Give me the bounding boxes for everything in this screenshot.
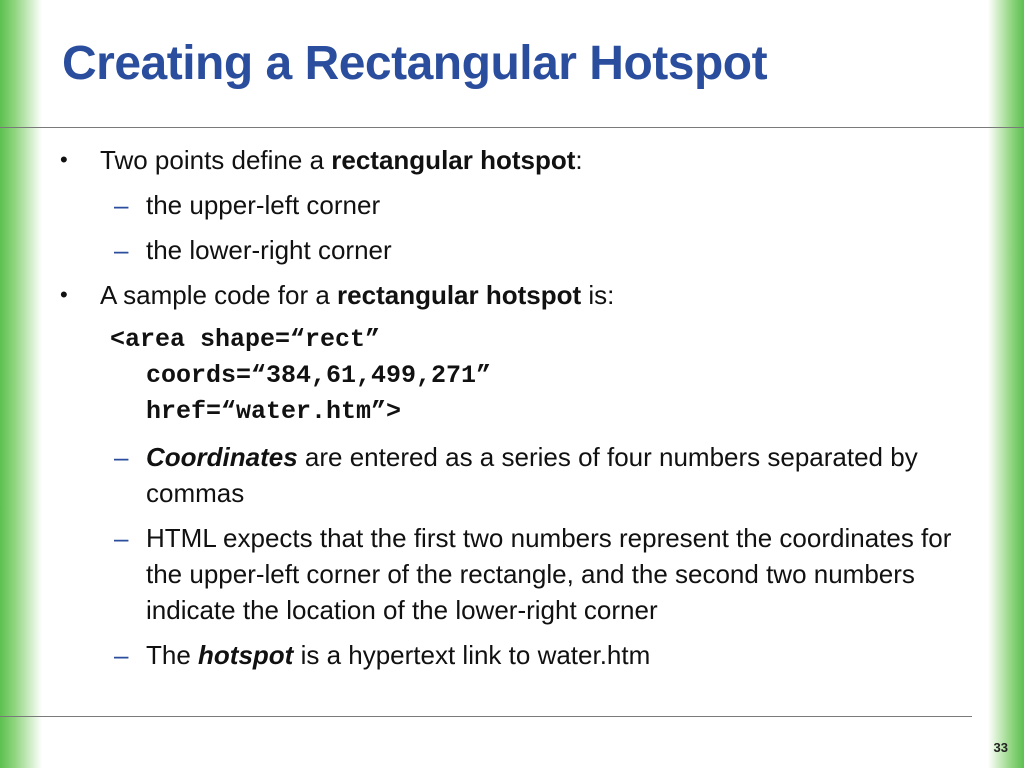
sub-bullet-hotspot-link	[54, 637, 974, 673]
bullet-marker: •	[60, 282, 68, 307]
bullet-two-points	[54, 142, 974, 178]
code-line-3: href=“water.htm”>	[146, 397, 402, 426]
title-divider	[0, 127, 1024, 128]
bullet-text-end: :	[575, 145, 583, 175]
code-line-2: coords=“384,61,499,271”	[146, 361, 492, 390]
bullet-sample-code	[54, 277, 974, 313]
sub-bullet-text: HTML expects that the first two numbers represent the coordinates for the upper-left corner of the rectangle, and the second two numbers indicate the location of the lower-right corner	[146, 523, 952, 625]
bullet-text: Two points define a	[100, 145, 332, 175]
sub-bullet-text: the lower-right corner	[146, 235, 392, 265]
sub-bullet-coordinates	[54, 439, 974, 511]
sub-bullet-text: The	[146, 640, 199, 670]
sub-bullet-text: are entered as a series of four numbers separated by commas	[146, 442, 918, 508]
bullet-marker: •	[60, 147, 68, 172]
page-number: 33	[993, 740, 1008, 755]
footer-divider	[0, 716, 972, 717]
bullet-bold-term: rectangular hotspot	[337, 280, 582, 310]
bullet-text-end: is:	[581, 280, 615, 310]
dash-marker: –	[114, 523, 129, 553]
sub-bullet-emphasis: Coordinates	[146, 442, 298, 472]
dash-marker: –	[114, 640, 129, 670]
sub-bullet-upper-left	[54, 187, 974, 223]
dash-marker: –	[114, 190, 129, 220]
sub-bullet-emphasis: hotspot	[198, 640, 294, 670]
bullet-bold-term: rectangular hotspot	[331, 145, 576, 175]
sub-bullet-html-expects	[54, 520, 974, 628]
dash-marker: –	[114, 235, 129, 265]
sub-bullet-lower-right	[54, 232, 974, 268]
sub-bullet-text-end: is a hypertext link to water.htm	[293, 640, 651, 670]
code-sample	[54, 322, 974, 430]
bullet-text: A sample code for a	[100, 280, 338, 310]
slide-body	[54, 142, 974, 673]
slide-title: Creating a Rectangular Hotspot	[62, 37, 768, 90]
sub-bullet-text: the upper-left corner	[146, 190, 381, 220]
right-green-border	[988, 0, 1024, 768]
code-line-1: <area shape=“rect”	[110, 325, 381, 354]
left-green-border	[0, 0, 42, 768]
dash-marker: –	[114, 442, 129, 472]
